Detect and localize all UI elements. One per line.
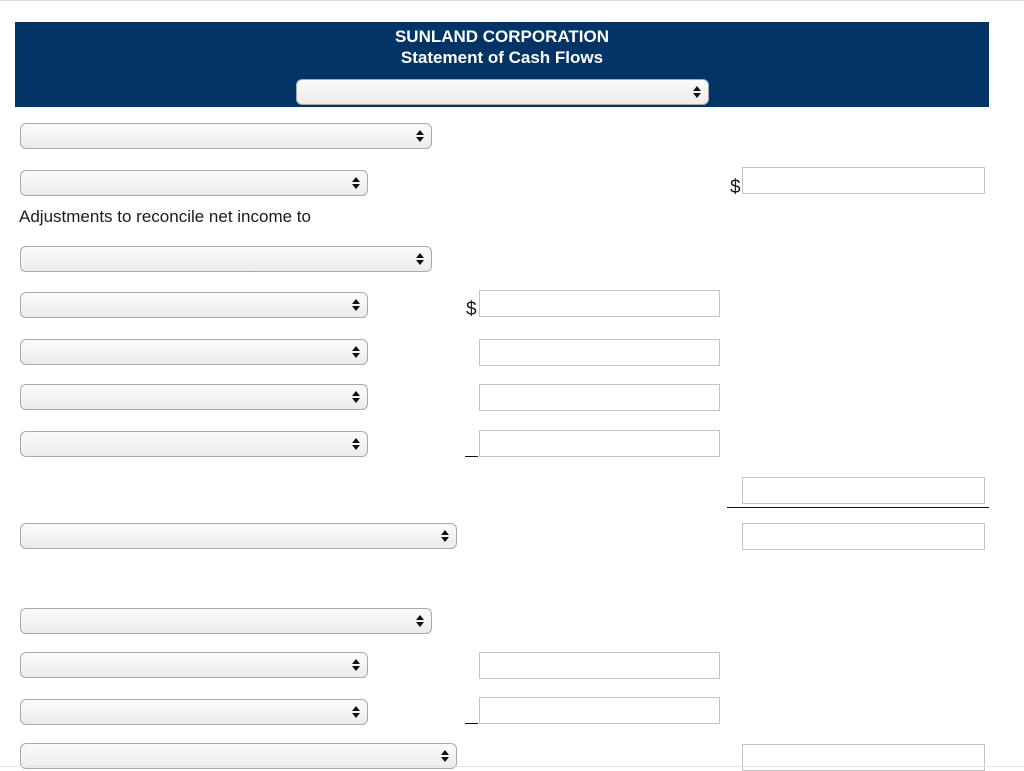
select-arrows-icon (352, 390, 361, 404)
select-arrows-icon (352, 437, 361, 451)
adjustment-select-4[interactable] (20, 431, 368, 457)
underline-mark (465, 723, 478, 724)
select-arrows-icon (441, 529, 450, 543)
section-heading-select-1[interactable] (20, 123, 432, 149)
net-income-amount-input[interactable] (742, 167, 985, 194)
investing-select-1[interactable] (20, 652, 368, 678)
select-arrows-icon (416, 614, 425, 628)
total-underline (727, 507, 989, 508)
select-arrows-icon (352, 176, 361, 190)
investing-amount-input-2[interactable] (479, 697, 720, 724)
dollar-sign: $ (466, 299, 477, 320)
select-arrows-icon (352, 658, 361, 672)
adjustment-amount-input-3[interactable] (479, 384, 720, 411)
adjustment-select-1[interactable] (20, 292, 368, 318)
adjustment-amount-input-1[interactable] (479, 290, 720, 317)
adjustment-select-3[interactable] (20, 384, 368, 410)
investing-amount-input-1[interactable] (479, 652, 720, 679)
top-divider (0, 0, 1024, 1)
select-arrows-icon (441, 749, 450, 763)
select-arrows-icon (352, 705, 361, 719)
company-name: SUNLAND CORPORATION (394, 27, 610, 46)
select-arrows-icon (352, 298, 361, 312)
select-arrows-icon (416, 252, 425, 266)
adjustments-total-input[interactable] (742, 477, 985, 504)
period-select[interactable] (296, 79, 709, 105)
adjustment-select-2[interactable] (20, 339, 368, 365)
operating-total-select[interactable] (20, 523, 457, 549)
underline-mark (465, 456, 478, 457)
statement-header (15, 22, 989, 107)
adjustments-label: Adjustments to reconcile net income to (19, 207, 311, 226)
dollar-sign: $ (730, 177, 741, 198)
adjustments-heading-select[interactable] (20, 246, 432, 272)
operating-total-input[interactable] (742, 523, 985, 550)
select-arrows-icon (352, 345, 361, 359)
investing-select-2[interactable] (20, 699, 368, 725)
section-heading-select-2[interactable] (20, 608, 432, 634)
adjustment-amount-input-4[interactable] (479, 430, 720, 457)
net-income-select[interactable] (20, 170, 368, 196)
adjustment-amount-input-2[interactable] (479, 339, 720, 366)
statement-title: Statement of Cash Flows (400, 48, 604, 67)
select-arrows-icon (416, 129, 425, 143)
select-arrows-icon (693, 85, 702, 99)
